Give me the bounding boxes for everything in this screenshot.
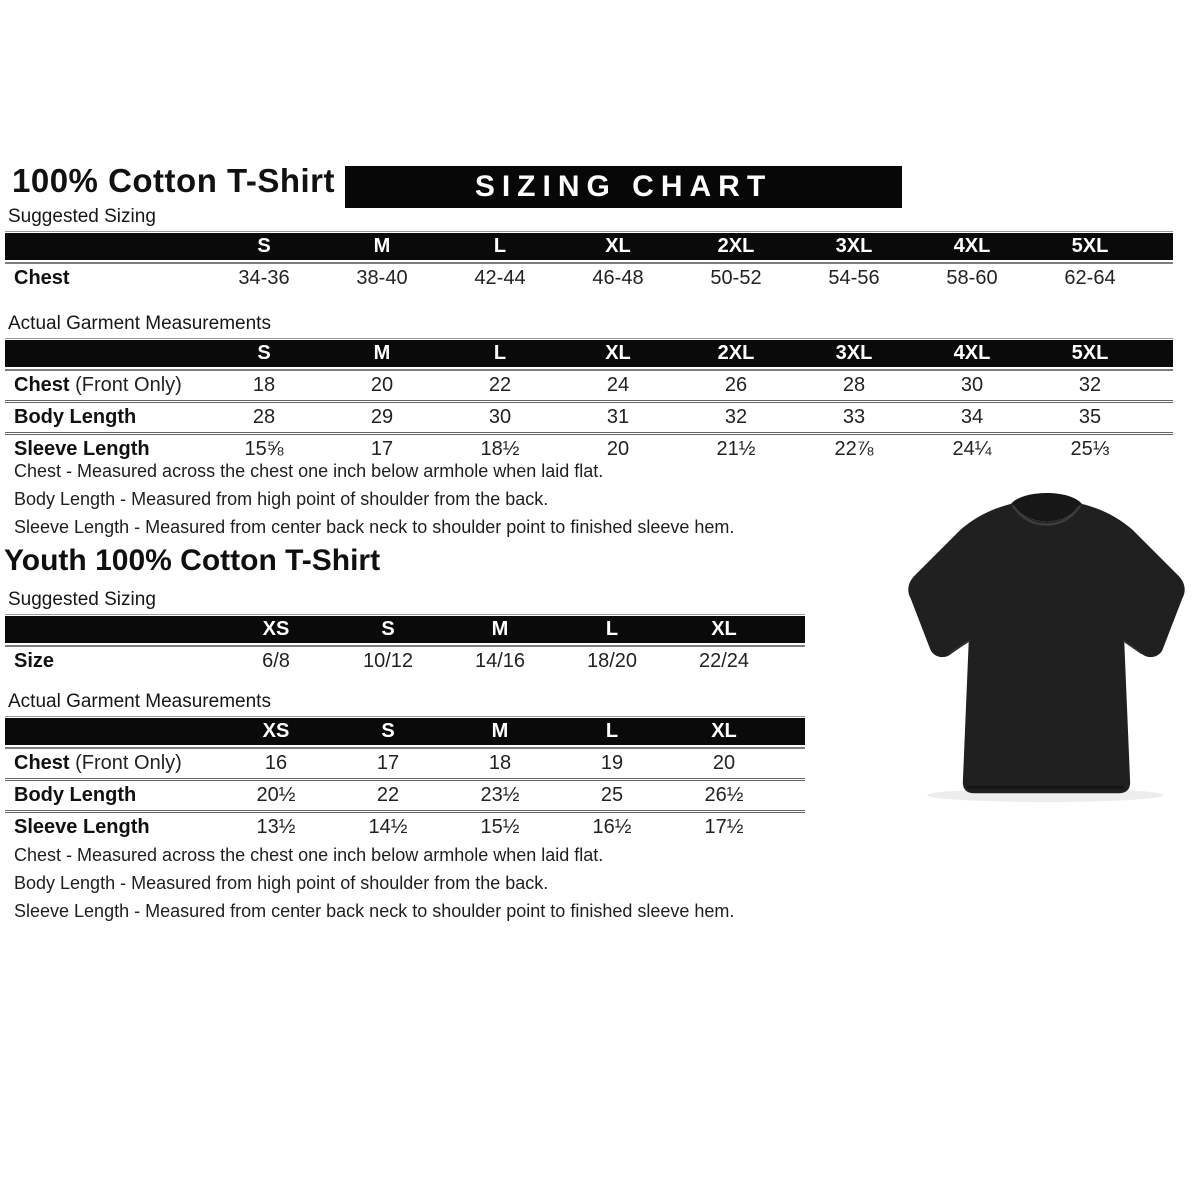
table-cell: 25 [600,784,624,806]
row-label: Body Length [14,784,137,806]
column-header: XL [711,618,737,640]
table-row [5,778,805,810]
column-header: M [373,342,391,364]
adult-suggested-label: Suggested Sizing [5,206,1173,232]
note-line: Chest - Measured across the chest one inch below armhole when laid flat. [14,461,604,481]
column-header: 3XL [835,342,873,364]
table-cell: 62-64 [1064,267,1116,289]
table-row [5,645,805,676]
table-cell: 32 [1078,374,1102,396]
table-header-row [5,718,805,745]
column-header: XL [605,342,631,364]
youth-actual-table [5,718,805,842]
table-cell: 34 [960,406,984,428]
column-header: S [381,720,395,742]
column-header: L [605,618,619,640]
table-cell: 18 [252,374,276,396]
column-header: L [493,235,507,257]
column-header: L [605,720,619,742]
column-header: S [257,235,271,257]
table-cell: 24 [606,374,630,396]
column-header: 5XL [1071,235,1109,257]
table-cell: 29 [370,406,394,428]
table-cell: 54-56 [828,267,880,289]
column-header: 3XL [835,235,873,257]
table-cell: 46-48 [592,267,644,289]
table-cell: 23½ [480,784,520,806]
table-header-row [5,233,1173,260]
note-line: Body Length - Measured from high point of shoulder from the back. [14,489,549,509]
table-cell: 20½ [256,784,296,806]
table-cell: 24¼ [952,438,992,460]
table-cell: 20 [370,374,394,396]
column-header: M [491,618,509,640]
note-line: Chest - Measured across the chest one inch below armhole when laid flat. [14,845,604,865]
sizing-chart-banner [345,166,902,208]
banner-text: SIZING CHART [474,170,773,203]
table-cell: 58-60 [946,267,998,289]
table-cell: 35 [1078,406,1102,428]
table-cell: 19 [600,752,624,774]
table-cell: 18 [488,752,512,774]
table-cell: 22/24 [698,650,750,672]
table-cell: 15⅝ [244,438,284,460]
row-label: Sleeve Length [14,816,150,838]
column-header: S [257,342,271,364]
table-cell: 17½ [704,816,744,838]
column-header: 2XL [717,342,755,364]
page-title: 100% Cotton T-Shirt [12,162,336,199]
column-header: L [493,342,507,364]
row-label: Sleeve Length [14,438,150,460]
youth-suggested-table [5,616,805,676]
table-header-row [5,340,1173,367]
table-cell: 30 [488,406,512,428]
column-header: 4XL [953,342,991,364]
table-cell: 26½ [704,784,744,806]
column-header: 4XL [953,235,991,257]
row-label: Body Length [14,406,137,428]
note-line: Sleeve Length - Measured from center back neck to shoulder point to finished sleeve hem. [14,901,735,921]
table-cell: 18/20 [586,650,638,672]
adult-suggested-table [5,233,1173,293]
youth-suggested-label: Suggested Sizing [5,589,805,615]
tshirt-body-shape [908,504,1184,793]
table-cell: 18½ [480,438,520,460]
table-cell: 22 [376,784,400,806]
table-cell: 16½ [592,816,632,838]
table-cell: 25⅓ [1070,438,1110,460]
column-header: S [381,618,395,640]
table-cell: 22 [488,374,512,396]
table-cell: 6/8 [262,650,290,672]
column-header: M [373,235,391,257]
table-row [5,369,1173,400]
table-cell: 34-36 [238,267,290,289]
column-header: XS [262,618,290,640]
table-cell: 50-52 [710,267,762,289]
table-row [5,747,805,778]
row-label: Chest [14,267,70,289]
column-header: 5XL [1071,342,1109,364]
table-cell: 14/16 [474,650,526,672]
table-cell: 26 [724,374,748,396]
table-cell: 17 [370,438,394,460]
table-row [5,400,1173,432]
table-cell: 42-44 [474,267,526,289]
table-cell: 15½ [480,816,520,838]
adult-measurement-notes [14,457,734,541]
table-cell: 20 [606,438,630,460]
table-row [5,262,1173,293]
adult-actual-table [5,340,1173,464]
table-cell: 31 [606,406,630,428]
table-cell: 14½ [368,816,408,838]
table-cell: 32 [724,406,748,428]
column-header: M [491,720,509,742]
table-cell: 38-40 [356,267,408,289]
table-cell: 10/12 [362,650,414,672]
table-header-row [5,616,805,643]
table-cell: 20 [712,752,736,774]
column-header: 2XL [717,235,755,257]
black-tshirt-image [893,492,1198,807]
table-cell: 21½ [716,438,756,460]
table-cell: 28 [252,406,276,428]
row-label: Chest (Front Only) [14,374,182,396]
table-cell: 22⅞ [834,438,874,460]
adult-actual-label: Actual Garment Measurements [5,313,1173,339]
youth-measurement-notes [14,841,734,925]
youth-section-title: Youth 100% Cotton T-Shirt [4,544,381,577]
table-cell: 17 [376,752,400,774]
column-header: XL [711,720,737,742]
youth-actual-label: Actual Garment Measurements [5,691,805,717]
column-header: XL [605,235,631,257]
table-cell: 30 [960,374,984,396]
table-cell: 28 [842,374,866,396]
note-line: Sleeve Length - Measured from center back neck to shoulder point to finished sleeve hem. [14,517,735,537]
table-cell: 33 [842,406,866,428]
row-label: Chest (Front Only) [14,752,182,774]
table-row [5,810,805,842]
table-cell: 16 [264,752,288,774]
row-label: Size [14,650,55,672]
note-line: Body Length - Measured from high point of shoulder from the back. [14,873,549,893]
table-cell: 13½ [256,816,296,838]
column-header: XS [262,720,290,742]
